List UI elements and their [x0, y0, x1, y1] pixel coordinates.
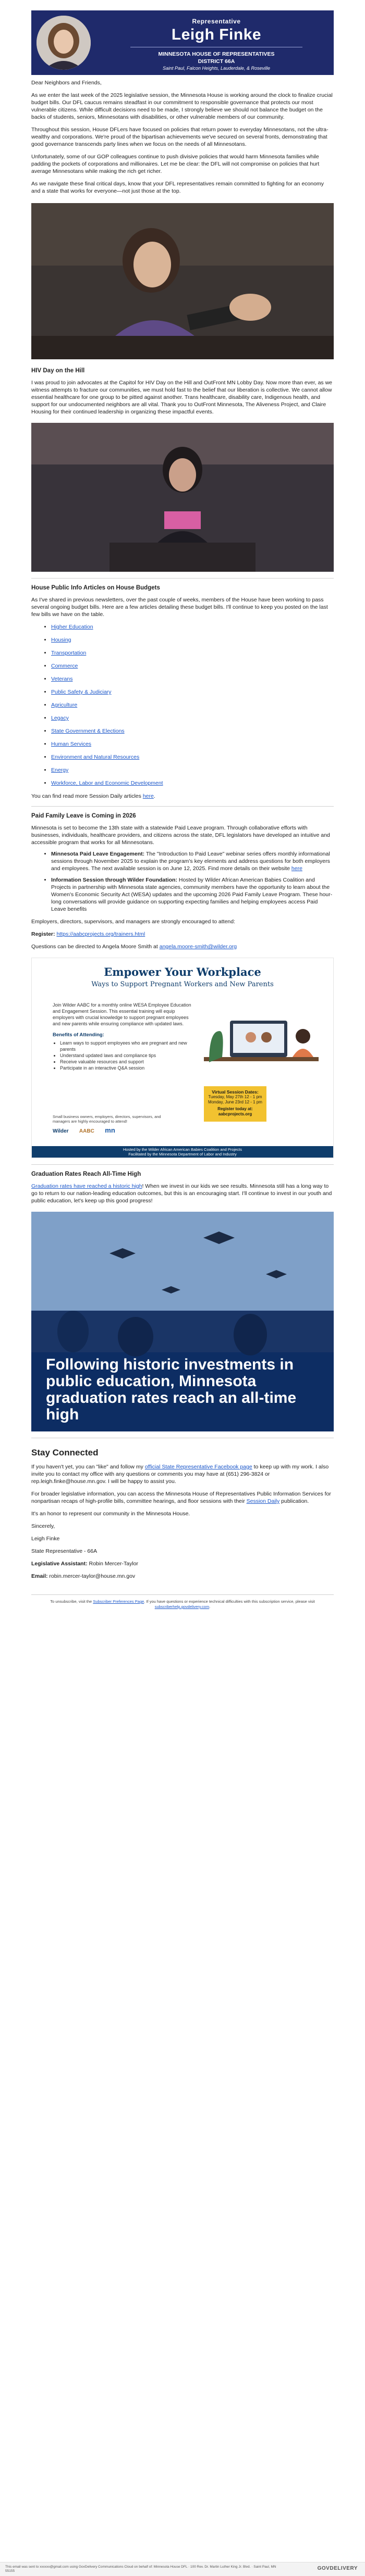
flyer-illustration [199, 1000, 324, 1083]
subscriber-help-link[interactable]: subscriberhelp.govdelivery.com [154, 1604, 210, 1609]
budget-article-link[interactable]: Veterans [51, 676, 73, 682]
budget-article-item[interactable] [51, 727, 334, 735]
graduation-heading: Graduation Rates Reach All-Time High [31, 1171, 141, 1177]
subscriber-preferences-link[interactable]: Subscriber Preferences Page [93, 1599, 144, 1604]
footer-divider [31, 1594, 334, 1595]
header-text [110, 18, 323, 72]
stay-paragraph-1: If you haven't yet, you can "like" and follow my official State Representative Facebook page to keep up with my work. I also invite you to contact my office with any questions or comments you may have at (651) 296-3824 or rep.leigh.finke@house.mn.gov. I will be happy to assist you. [31, 1464, 329, 1485]
graduation-rates-link[interactable]: Graduation rates have reached a historic high [31, 1183, 142, 1189]
session-daily-link[interactable]: here [142, 793, 154, 799]
intro-paragraph-1: As we enter the last week of the 2025 legislative session, the Minnesota House is working around the clock to finalize crucial budget bills. Our DFL caucus remains steadfast in our commitment to responsible governance that protects our most vulnerable citizens. While difficult decisions need to be made, I strongly believe we should not balance the budget on the backs of students, seniors, Minnesotans with disabilities, or other vulnerable members of our community. [31, 92, 333, 120]
budget-article-item[interactable] [51, 688, 334, 696]
govdelivery-logo: GOVDELIVERY [317, 2566, 358, 2571]
session-date: Monday, June 23rd 12 - 1 pm [208, 1100, 262, 1104]
hiv-day-photo [31, 423, 334, 572]
hiv-day-paragraph: I was proud to join advocates at the Capitol for HIV Day on the Hill and OutFront MN Lobby Day. Now more than ever, as we witness attempts to fracture our communities, we must hold fast to the belief that our liberation is collective. We cannot allow essential healthcare for one group to be pitted against another. Trans healthcare, disability care, Indigenous health, and support for our undocumented neighbors are all vital. Thank you to OutFront Minnesota, The Aliveness Project, and Claire Housing for their continued leadership in organizing these impactful events. [31, 380, 333, 415]
aabc-logo: AABC [79, 1128, 94, 1134]
budget-article-link[interactable]: Higher Education [51, 624, 93, 630]
header-name: Leigh Finke [171, 26, 262, 43]
budget-article-link[interactable]: Legacy [51, 715, 69, 721]
signature-name: Leigh Finke [31, 1536, 60, 1542]
flyer-description: Join Wilder AABC for a monthly online WESA Employee Education and Engagement Session. This essential training will equip employers with crucial knowledge to support pregnant employees and new parents while ensuring compliance with updated laws. [53, 1002, 191, 1026]
budget-article-link[interactable]: Energy [51, 767, 69, 773]
session-dates-title: Virtual Session Dates: [212, 1089, 259, 1095]
flyer-logos [53, 1126, 193, 1137]
budget-article-item[interactable] [51, 701, 334, 709]
mn-logo: mn [105, 1126, 115, 1134]
budget-article-item[interactable] [51, 675, 334, 683]
flyer-benefit: • Understand updated laws and compliance tips [60, 1052, 193, 1059]
contact-email-link[interactable]: angela.moore-smith@wilder.org [159, 944, 237, 950]
intro-paragraph-2: Throughout this session, House DFLers have focused on policies that return power to everyday Minnesotans, not the ultra-wealthy and corporations. We're proud of the bipartisan achievements we've secured on several fronts, demonstrating that good governance transcends party lines when we focus on the needs of all Minnesotans. [31, 127, 328, 147]
paid-leave-register: Register: https://aabcprojects.org/trainers.html [31, 931, 145, 937]
representative-portrait [36, 16, 91, 70]
budgets-heading: House Public Info Articles on House Budgets [31, 585, 160, 591]
legislative-assistant: Legislative Assistant: Robin Mercer-Taylor [31, 1561, 139, 1567]
budget-article-link[interactable]: Agriculture [51, 702, 78, 708]
wesa-flyer [31, 958, 334, 1158]
signoff: Sincerely, [31, 1523, 55, 1529]
flyer-body [53, 1002, 193, 1071]
flyer-benefit: • Receive valuable resources and support [60, 1059, 193, 1065]
header-legislative-body: MINNESOTA HOUSE OF REPRESENTATIVES [158, 51, 275, 57]
budget-article-item[interactable] [51, 780, 334, 787]
header-cities: Saint Paul, Falcon Heights, Lauderdale, & Roseville [162, 66, 271, 71]
delivery-address: This email was sent to xxxxxx@gmail.com using GovDelivery Communications Cloud on behalf of: Minnesota House DFL · 100 Rev. Dr. Martin Luther King Jr. Blvd. · Saint Paul, MN 55155 [5, 2565, 276, 2573]
section-divider [31, 578, 334, 579]
paid-leave-questions: Questions can be directed to Angela Moore Smith at angela.moore-smith@wilder.org [31, 944, 237, 950]
assistant-email: Email: robin.mercer-taylor@house.mn.gov [31, 1573, 136, 1579]
budget-article-link[interactable]: State Government & Elections [51, 728, 125, 734]
flyer-footer [32, 1146, 333, 1158]
intro-paragraph-3: Unfortunately, some of our GOP colleagues continue to push divisive policies that would harm Minnesota families while padding the pockets of corporations and millionaires. Let me be clear: the DFL will not compromise on policies that hurt average Minnesotans while making the rich get richer. [31, 154, 320, 174]
budget-article-link[interactable]: Environment and Natural Resources [51, 754, 140, 760]
paid-leave-engagement-item: • Minnesota Paid Leave Engagement: The "Introduction to Paid Leave" webinar series offers monthly informational sessions through November 2025 to explain the program's key elements and address questions for both employers and employees. The next available session is on June 12, 2025. Find more details on their website here [51, 850, 334, 872]
paid-leave-heading: Paid Family Leave is Coming in 2026 [31, 813, 136, 819]
stay-paragraph-2: For broader legislative information, you can access the Minnesota House of Representatives Public Information Services for nonpartisan recaps of high-profile bills, committee hearings, and floor sessions with their Session Daily publication. [31, 1491, 331, 1504]
signature-title: State Representative - 66A [31, 1548, 98, 1554]
graduation-image-caption: Following historic investments in public education, Minnesota graduation rates reach an all-time high [46, 1356, 297, 1423]
budget-article-item[interactable] [51, 714, 334, 722]
capitol-speaking-photo [31, 203, 334, 359]
budgets-intro: As I've shared in previous newsletters, over the past couple of weeks, members of the House have been working to pass several ongoing budget bills. Here are a few articles detailing these budget bills. I'll continue to keep you posted on the last few bills we have on the table. [31, 597, 328, 618]
paid-leave-website-link[interactable]: here [291, 865, 302, 872]
header-role: Representative [192, 18, 241, 25]
session-daily-publication-link[interactable]: Session Daily [246, 1498, 280, 1504]
hiv-day-heading: HIV Day on the Hill [31, 368, 85, 374]
flyer-footer-facilitator: Facilitated by the Minnesota Department of Labor and Industry [128, 1152, 237, 1157]
stay-connected-heading: Stay Connected [31, 1448, 99, 1457]
flyer-benefits-list [53, 1040, 193, 1071]
intro-paragraph-4: As we navigate these final critical days, know that your DFL representatives remain committed to fighting for an economy and a state that works for everyone—not just those at the top. [31, 181, 324, 194]
flyer-title: Empower Your Workplace [104, 965, 261, 978]
graduation-image [31, 1212, 334, 1431]
flyer-note: Small business owners, employers, directors, supervisors, and managers are highly encouraged to attend! [53, 1114, 161, 1124]
wilder-logo: Wilder [53, 1128, 69, 1134]
session-daily-more: You can find read more Session Daily articles here. [31, 793, 155, 799]
session-dates-box [204, 1086, 266, 1122]
section-divider [31, 806, 334, 807]
delivery-footer-bar [0, 2562, 365, 2576]
register-url: aabcprojects.org [218, 1112, 252, 1116]
flyer-benefit: • Learn ways to support employees who are pregnant and new parents [60, 1040, 193, 1052]
budget-article-link[interactable]: Human Services [51, 741, 92, 747]
register-today: Register today at: [217, 1107, 253, 1111]
flyer-subtitle: Ways to Support Pregnant Workers and New Parents [91, 981, 274, 988]
budget-article-link[interactable]: Public Safety & Judiciary [51, 689, 112, 695]
flyer-footer-host: Hosted by the Wilder African American Babies Coalition and Projects [123, 1147, 242, 1152]
flyer-benefits-title: Benefits of Attending: [53, 1032, 104, 1038]
budget-article-link[interactable]: Commerce [51, 663, 78, 669]
paid-leave-list [31, 850, 334, 913]
budget-article-link[interactable]: Workforce, Labor and Economic Development [51, 780, 163, 786]
budget-article-item[interactable] [51, 740, 334, 748]
session-date: Tuesday, May 27th 12 - 1 pm [208, 1095, 262, 1099]
header-banner [31, 10, 334, 75]
wilder-session-item: • Information Session through Wilder Foundation: Hosted by Wilder African American Babies Coalition and Projects in partnership with Minnesota state agencies, community members have the opportunity to learn about the Women's Economic Security Act (WESA) updates and the upcoming 2026 Paid Family Leave Program. These hour-long conversations will provide guidance on supporting expecting families and helping employees access Paid Leave benefits [51, 876, 334, 913]
greeting: Dear Neighbors and Friends, [31, 80, 102, 86]
budget-article-item[interactable] [51, 662, 334, 670]
section-divider [31, 1164, 334, 1165]
register-link[interactable]: https://aabcprojects.org/trainers.html [56, 931, 145, 937]
paid-leave-intro: Minnesota is set to become the 13th state with a statewide Paid Leave program. Through collaborative efforts with businesses, individuals, healthcare providers, and citizens across the state, DFL legislators have developed an intuitive and accessible program that works for all Minnesotans. [31, 825, 330, 846]
unsubscribe-note: To unsubscribe, visit the Subscriber Preferences Page. If you have questions or experience technical difficulties with this subscription service, please visit subscriberhelp.govdelivery.com. [50, 1599, 315, 1609]
graduation-paragraph: Graduation rates have reached a historic high! When we invest in our kids we see results. Minnesota still has a long way to go to return to our nation-leading education outcomes, but this is an encouraging start. I'll continue to invest in our youth and public education, let's keep up this good progress! [31, 1183, 332, 1204]
budget-article-link[interactable]: Transportation [51, 650, 87, 656]
budget-article-item[interactable] [51, 623, 334, 631]
header-district: DISTRICT 66A [198, 58, 235, 65]
stay-paragraph-3: It's an honor to represent our community in the Minnesota House. [31, 1511, 190, 1517]
budget-article-item[interactable] [51, 753, 334, 761]
budget-article-link[interactable]: Housing [51, 637, 71, 643]
budget-article-item[interactable] [51, 649, 334, 657]
flyer-benefit: • Participate in an interactive Q&A session [60, 1065, 193, 1071]
budget-article-item[interactable] [51, 636, 334, 644]
paid-leave-encourage: Employers, directors, supervisors, and managers are strongly encouraged to attend: [31, 919, 236, 925]
newsletter [31, 10, 334, 1610]
budget-articles-list [31, 623, 334, 787]
budget-article-item[interactable] [51, 766, 334, 774]
facebook-page-link[interactable]: official State Representative Facebook page [144, 1464, 252, 1470]
